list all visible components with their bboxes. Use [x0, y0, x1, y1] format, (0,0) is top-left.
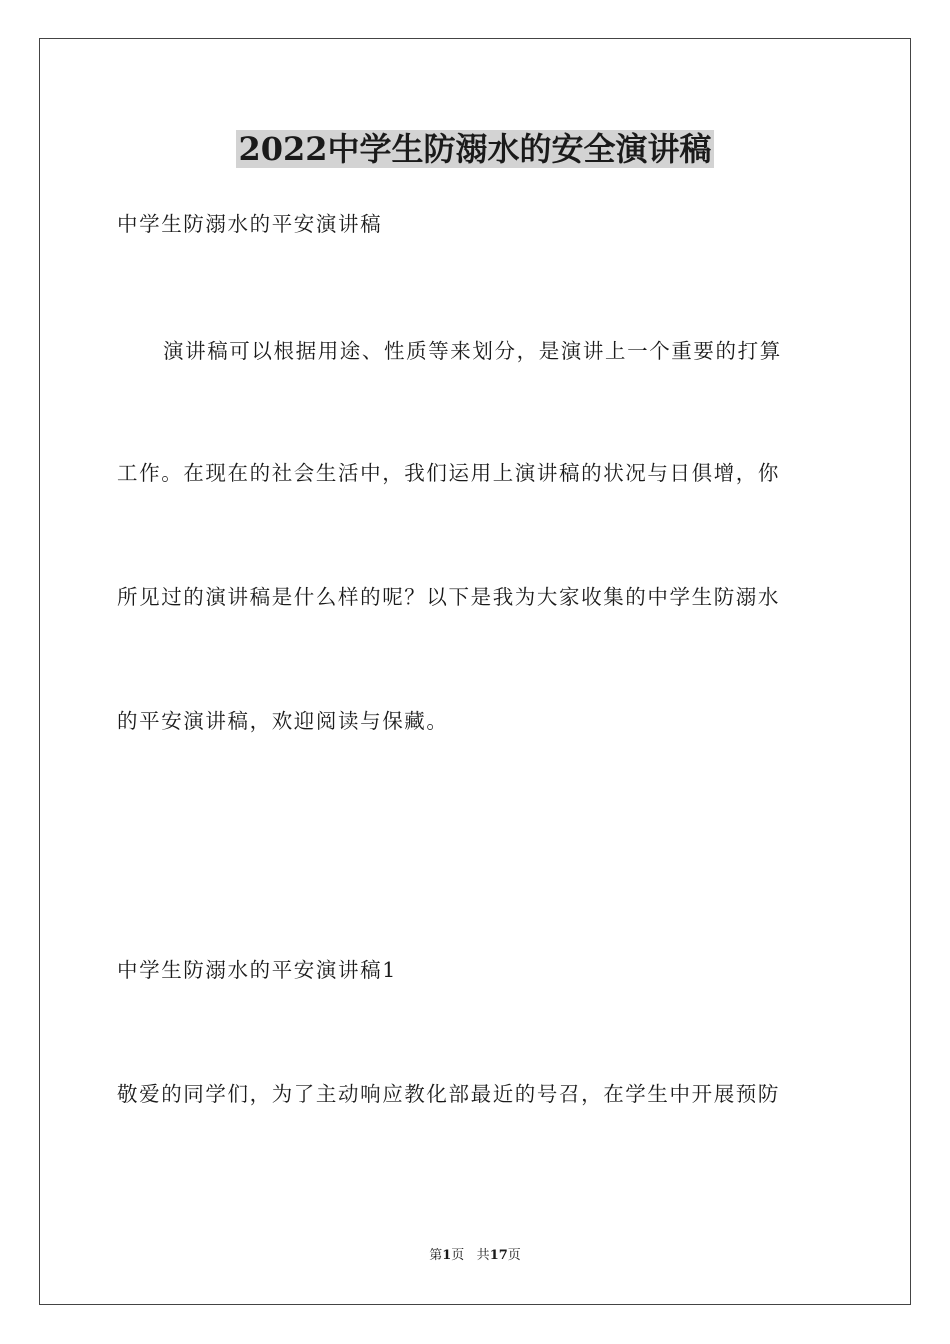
total-pages: 17	[489, 1248, 508, 1263]
total-prefix: 共	[476, 1248, 490, 1263]
paragraph-line-2: 工作。在现在的社会生活中，我们运用上演讲稿的状况与日俱增，你	[117, 461, 780, 485]
total-suffix: 页	[507, 1248, 521, 1263]
paragraph-line-3: 所见过的演讲稿是什么样的呢？以下是我为大家收集的中学生防溺水	[117, 585, 780, 609]
page-suffix: 页	[451, 1248, 465, 1263]
paragraph-line-4: 的平安演讲稿，欢迎阅读与保藏。	[117, 709, 449, 733]
section-heading: 中学生防溺水的平安演讲稿1	[117, 958, 397, 982]
page-footer	[0, 1247, 950, 1265]
paragraph-line-1: 演讲稿可以根据用途、性质等来划分，是演讲上一个重要的打算	[163, 339, 782, 363]
page-prefix: 第	[429, 1248, 443, 1263]
document-title	[0, 128, 950, 170]
page-number: 1	[442, 1248, 452, 1263]
subtitle-line: 中学生防溺水的平安演讲稿	[117, 212, 383, 236]
paragraph-line-5: 敬爱的同学们，为了主动响应教化部最近的号召，在学生中开展预防	[117, 1082, 780, 1106]
document-title-text: 2022中学生防溺水的安全演讲稿	[238, 130, 712, 168]
